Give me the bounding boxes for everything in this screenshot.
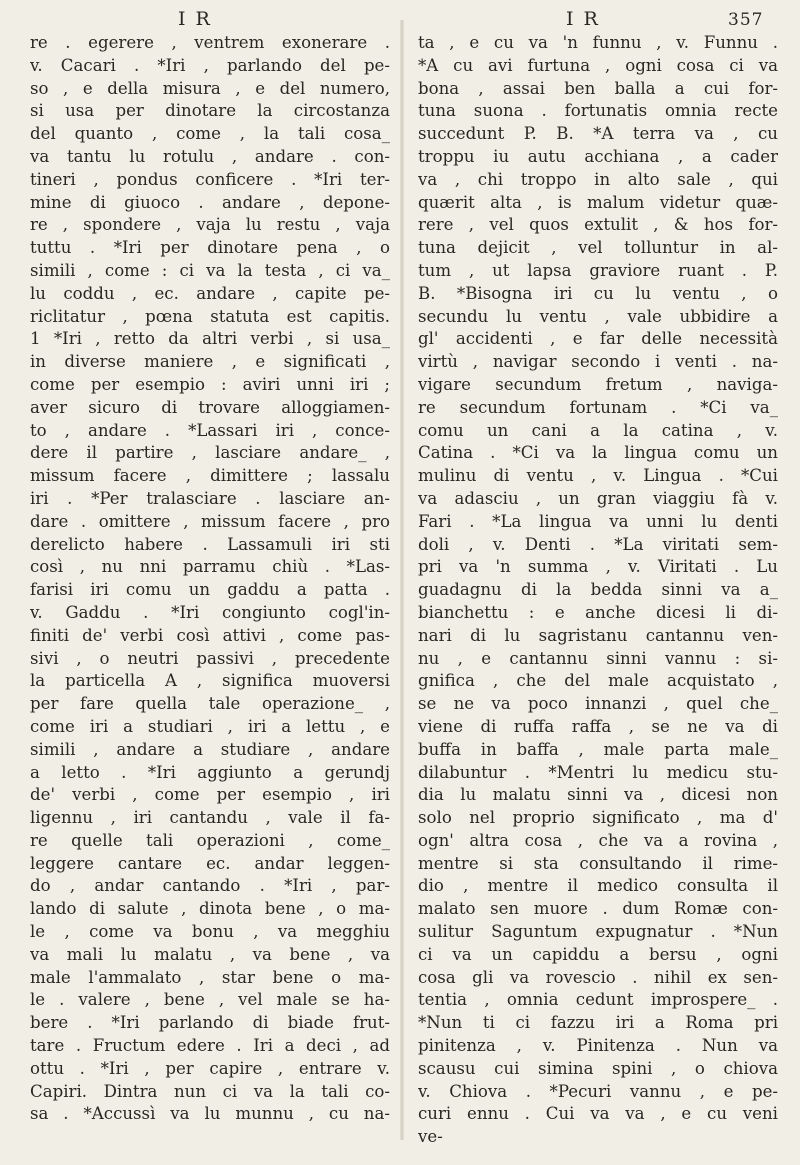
text-line: aver sicuro di trovare alloggiamen- bbox=[30, 397, 390, 417]
text-line: B. *Bisogna iri cu lu ventu , o bbox=[418, 283, 778, 303]
text-line: re , spondere , vaja lu restu , vaja bbox=[30, 215, 390, 235]
text-line: re quelle tali operazioni , come_ bbox=[30, 830, 390, 850]
text-line: in diverse maniere , e significati , bbox=[30, 352, 390, 372]
text-line: re secundum fortunam . *Ci va_ bbox=[418, 397, 778, 417]
text-line: dilabuntur . *Mentri lu medicu stu- bbox=[418, 762, 778, 782]
text-line: buffa in baffa , male parta male_ bbox=[418, 739, 778, 759]
text-line: do , andar cantando . *Iri , par- bbox=[30, 876, 390, 896]
left-column bbox=[30, 32, 390, 1126]
text-line: pinitenza , v. Pinitenza . Nun va bbox=[418, 1036, 778, 1056]
running-head-left: I R bbox=[178, 8, 212, 30]
text-line: tare . Fructum edere . Iri a deci , ad bbox=[30, 1036, 390, 1056]
text-line: nari di lu sagristanu cantannu ven- bbox=[418, 625, 778, 645]
text-line: Catina . *Ci va la lingua comu un bbox=[418, 443, 778, 463]
text-line: derelicto habere . Lassamuli iri sti bbox=[30, 534, 390, 554]
text-line: dere il partire , lasciare andare_ , bbox=[30, 443, 390, 463]
text-line: vigare secundum fretum , naviga- bbox=[418, 374, 778, 394]
text-line: tineri , pondus conficere . *Iri ter- bbox=[30, 169, 390, 189]
text-line: sa . *Accussì va lu munnu , cu na- bbox=[30, 1104, 390, 1124]
text-line: va mali lu malatu , va bene , va bbox=[30, 944, 390, 964]
text-line: ottu . *Iri , per capire , entrare v. bbox=[30, 1058, 390, 1078]
text-line: secundu lu ventu , vale ubbidire a bbox=[418, 306, 778, 326]
text-line: comu un cani a la catina , v. bbox=[418, 420, 778, 440]
text-line: gl' accidenti , e far delle necessità bbox=[418, 329, 778, 349]
text-line: cosa gli va rovescio . nihil ex sen- bbox=[418, 967, 778, 987]
text-line: v. Cacari . *Iri , parlando del pe- bbox=[30, 55, 390, 75]
text-line: va , chi troppo in alto sale , qui bbox=[418, 169, 778, 189]
text-line: ta , e cu va 'n funnu , v. Funnu . bbox=[418, 33, 778, 52]
text-line: 1 *Iri , retto da altri verbi , si usa_ bbox=[30, 329, 390, 349]
text-line: come per esempio : aviri unni iri ; bbox=[30, 374, 390, 394]
text-line: lu coddu , ec. andare , capite pe- bbox=[30, 283, 390, 303]
text-line: guadagnu di la bedda sinni va a_ bbox=[418, 580, 778, 600]
text-line: doli , v. Denti . *La viritati sem- bbox=[418, 534, 778, 554]
text-line: rere , vel quos extulit , & hos for- bbox=[418, 215, 778, 235]
text-line: *Nun ti ci fazzu iri a Roma pri bbox=[418, 1013, 778, 1033]
text-line: del quanto , come , la tali cosa_ bbox=[30, 124, 390, 144]
text-line: so , e della misura , e del numero, bbox=[30, 78, 390, 98]
text-line: bere . *Iri parlando di biade frut- bbox=[30, 1013, 390, 1033]
text-line: ogn' altra cosa , che va a rovina , bbox=[418, 830, 778, 850]
running-head-right: I R bbox=[566, 8, 600, 30]
text-line: tuttu . *Iri per dinotare pena , o bbox=[30, 238, 390, 258]
text-line: sulitur Saguntum expugnatur . *Nun bbox=[418, 922, 778, 942]
text-line: le . valere , bene , vel male se ha- bbox=[30, 990, 390, 1010]
text-line: curi ennu . Cui va va , e cu veni bbox=[418, 1104, 778, 1124]
text-line: Capiri. Dintra nun ci va la tali co- bbox=[30, 1081, 390, 1101]
text-line: le , come va bonu , va megghiu bbox=[30, 922, 390, 942]
text-line: *A cu avi furtuna , ogni cosa ci va bbox=[418, 55, 778, 75]
text-line: mine di giuoco . andare , depone- bbox=[30, 192, 390, 212]
right-column bbox=[418, 32, 778, 1149]
text-line: dia lu malatu sinni va , dicesi non bbox=[418, 785, 778, 805]
text-line: de' verbi , come per esempio , iri bbox=[30, 785, 390, 805]
text-line: v. Chiova . *Pecuri vannu , e pe- bbox=[418, 1081, 778, 1101]
text-line: simili , come : ci va la testa , ci va_ bbox=[30, 260, 390, 280]
text-line: riclitatur , pœna statuta est capitis. bbox=[30, 306, 390, 326]
text-line: succedunt P. B. *A terra va , cu bbox=[418, 124, 778, 144]
text-line: iri . *Per tralasciare . lasciare an- bbox=[30, 488, 390, 508]
text-line: bona , assai ben balla a cui for- bbox=[418, 78, 778, 98]
text-line: malato sen muore . dum Romæ con- bbox=[418, 899, 778, 919]
text-line: pri va 'n summa , v. Viritati . Lu bbox=[418, 557, 778, 577]
text-line: nu , e cantannu sinni vannu : si- bbox=[418, 648, 778, 668]
text-line: mentre si sta consultando il rime- bbox=[418, 853, 778, 873]
page-number: 357 bbox=[728, 10, 764, 30]
text-line: ve- bbox=[418, 1127, 443, 1147]
text-line: leggere cantare ec. andar leggen- bbox=[30, 853, 390, 873]
text-line: quærit alta , is malum videtur quæ- bbox=[418, 192, 778, 212]
text-line: scausu cui simina spini , o chiova bbox=[418, 1058, 778, 1078]
text-line: tentia , omnia cedunt improspere_ . bbox=[418, 990, 778, 1010]
text-line: viene di ruffa raffa , se ne va di bbox=[418, 716, 778, 736]
text-line: lando di salute , dinota bene , o ma- bbox=[30, 899, 390, 919]
text-line: per fare quella tale operazione_ , bbox=[30, 694, 390, 714]
text-line: simili , andare a studiare , andare bbox=[30, 739, 390, 759]
page-gutter bbox=[400, 20, 404, 1140]
text-line: se ne va poco innanzi , quel che_ bbox=[418, 694, 778, 714]
text-line: male l'ammalato , star bene o ma- bbox=[30, 967, 390, 987]
text-line: bianchettu : e anche dicesi li di- bbox=[418, 602, 778, 622]
text-line: mulinu di ventu , v. Lingua . *Cui bbox=[418, 466, 778, 486]
text-line: gnifica , che del male acquistato , bbox=[418, 671, 778, 691]
text-line: si usa per dinotare la circostanza bbox=[30, 101, 390, 121]
text-line: dio , mentre il medico consulta il bbox=[418, 876, 778, 896]
text-line: va adasciu , un gran viaggiu fà v. bbox=[418, 488, 778, 508]
text-line: come iri a studiari , iri a lettu , e bbox=[30, 716, 390, 736]
text-line: tuna dejicit , vel tolluntur in al- bbox=[418, 238, 778, 258]
text-line: ci va un capiddu a bersu , ogni bbox=[418, 944, 778, 964]
text-line: to , andare . *Lassari iri , conce- bbox=[30, 420, 390, 440]
text-line: così , nu nni parramu chiù . *Las- bbox=[30, 557, 390, 577]
text-line: sivi , o neutri passivi , precedente bbox=[30, 648, 390, 668]
text-line: finiti de' verbi così attivi , come pas- bbox=[30, 625, 390, 645]
text-line: la particella A , significa muoversi bbox=[30, 671, 390, 691]
text-line: Fari . *La lingua va unni lu denti bbox=[418, 511, 778, 531]
text-line: dare . omittere , missum facere , pro bbox=[30, 511, 390, 531]
text-line: va tantu lu rotulu , andare . con- bbox=[30, 146, 390, 166]
text-line: solo nel proprio significato , ma d' bbox=[418, 808, 778, 828]
text-line: ligennu , iri cantandu , vale il fa- bbox=[30, 808, 390, 828]
text-line: v. Gaddu . *Iri congiunto cogl'in- bbox=[30, 602, 390, 622]
text-line: tum , ut lapsa graviore ruant . P. bbox=[418, 260, 778, 280]
text-line: troppu iu autu acchiana , a cader bbox=[418, 146, 778, 166]
text-line: missum facere , dimittere ; lassalu bbox=[30, 466, 390, 486]
text-line: a letto . *Iri aggiunto a gerundj bbox=[30, 762, 390, 782]
text-line: virtù , navigar secondo i venti . na- bbox=[418, 352, 778, 372]
text-line: tuna suona . fortunatis omnia recte bbox=[418, 101, 778, 121]
text-line: re . egerere , ventrem exonerare . bbox=[30, 33, 390, 52]
text-line: farisi iri comu un gaddu a patta . bbox=[30, 580, 390, 600]
